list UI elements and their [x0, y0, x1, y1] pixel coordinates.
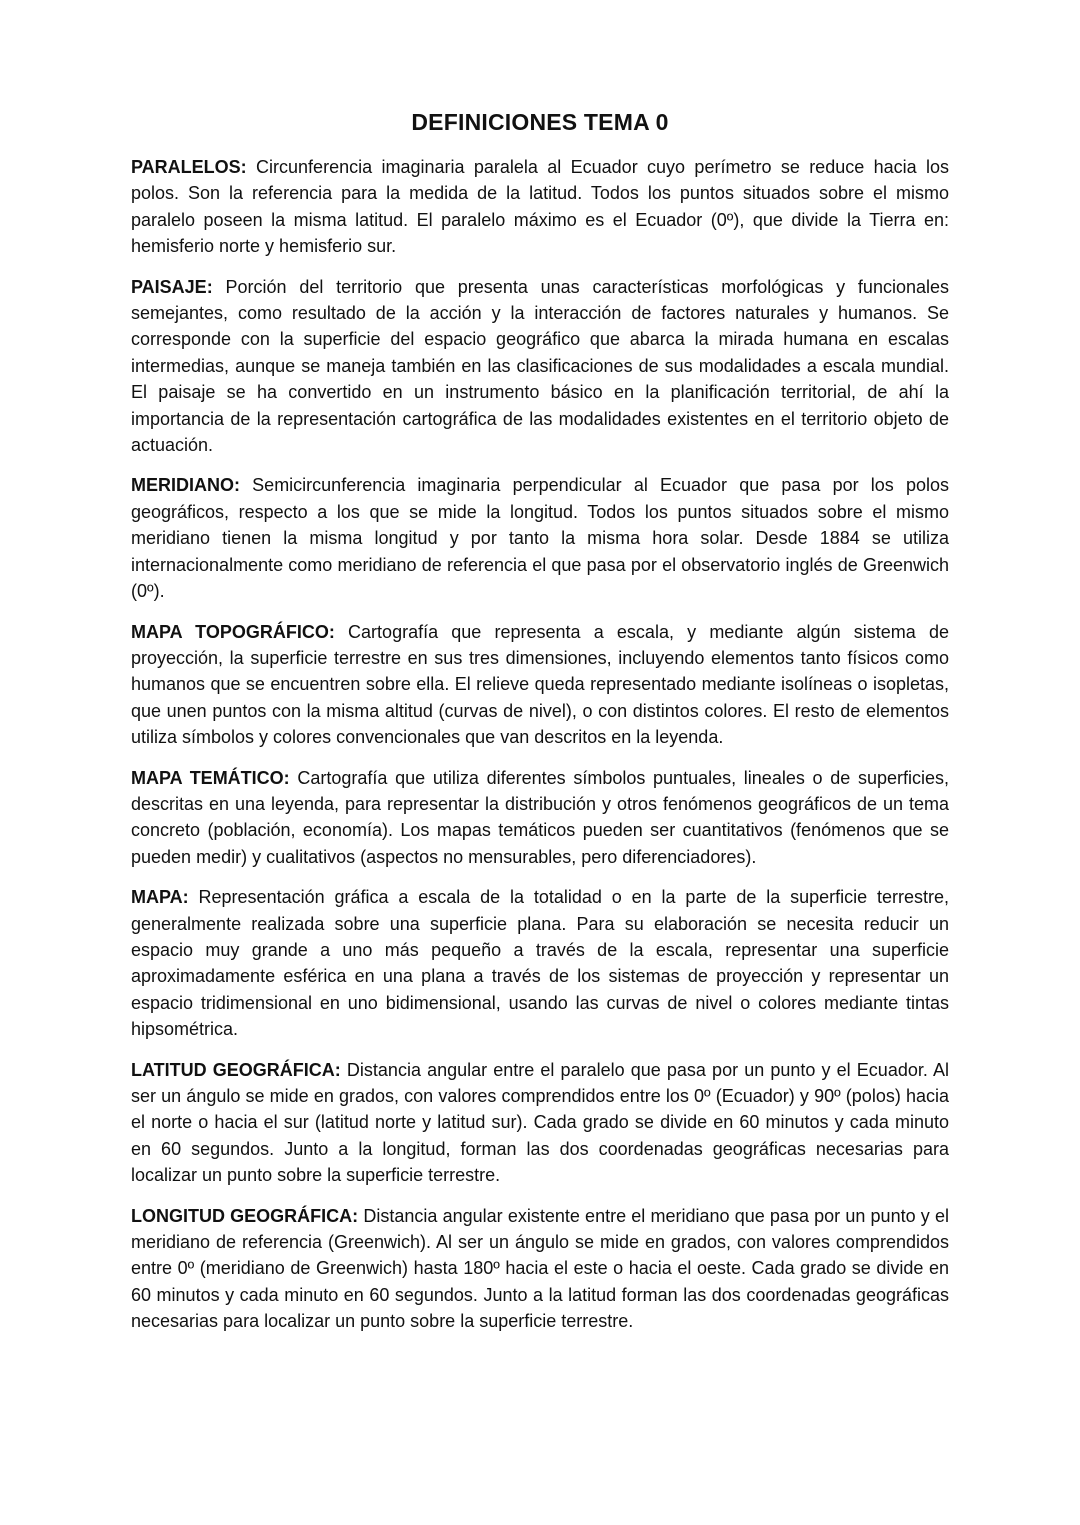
definition-term: MAPA TEMÁTICO:	[131, 767, 290, 788]
definition-text: Cartografía que representa a escala, y mediante algún sistema de proyección, la superficie terrestre en sus tres dimensiones, incluyendo elementos tanto físicos como humanos que se encuentren sobre ella. El relieve queda representado mediante isolíneas o isopletas, que unen puntos con la misma altitud (curvas de nivel), o con distintos colores. El resto de elementos utiliza símbolos y colores convencionales que van descritos en la leyenda.	[131, 621, 949, 748]
definition-text: Cartografía que utiliza diferentes símbolos puntuales, lineales o de superficies, descritas en una leyenda, para representar la distribución y otros fenómenos geográficos de un tema concreto (población, economía). Los mapas temáticos pueden ser cuantitativos (fenómenos que se pueden medir) y cualitativos (aspectos no mensurables, pero diferenciadores).	[131, 767, 949, 867]
document-title: DEFINICIONES TEMA 0	[411, 109, 669, 135]
definition-term: PARALELOS:	[131, 157, 247, 177]
definition-meridiano	[131, 472, 949, 604]
definition-latitud-geografica	[131, 1057, 949, 1189]
definition-term: PAISAJE:	[131, 276, 213, 297]
definition-term: MAPA:	[131, 887, 189, 908]
document-page	[131, 104, 949, 1349]
definition-paralelos	[131, 154, 949, 260]
definition-term: MAPA TOPOGRÁFICO:	[131, 621, 335, 642]
definition-longitud-geografica	[131, 1203, 949, 1335]
definition-mapa-tematico	[131, 765, 949, 871]
definition-term: LONGITUD GEOGRÁFICA:	[131, 1205, 359, 1226]
definition-text: Distancia angular existente entre el meridiano que pasa por un punto y el meridiano de referencia (Greenwich). Al ser un ángulo se mide en grados, con valores comprendidos entre 0º (meridiano de Greenwich) hasta 180º hacia el este o hacia el oeste. Cada grado se divide en 60 minutos y cada minuto en 60 segundos. Junto a la latitud forman las dos coordenadas geográficas necesarias para localizar un punto sobre la superficie terrestre.	[131, 1205, 949, 1332]
definition-text: Porción del territorio que presenta unas características morfológicas y funcionales semejantes, como resultado de la acción y la interacción de factores naturales y humanos. Se corresponde con la superficie del espacio geográfico que abarca la mirada humana en escalas intermedias, aunque se maneja también en las clasificaciones de sus modalidades a escala mundial. El paisaje se ha convertido en un instrumento básico en la planificación territorial, de ahí la importancia de la representación cartográfica de las modalidades existentes en el territorio objeto de actuación.	[131, 276, 949, 456]
definition-text: Distancia angular entre el paralelo que pasa por un punto y el Ecuador. Al ser un ángulo se mide en grados, con valores comprendidos entre los 0º (Ecuador) y 90º (polos) hacia el norte o hacia el sur (latitud norte y latitud sur). Cada grado se divide en 60 minutos y cada minuto en 60 segundos. Junto a la longitud, forman las dos coordenadas geográficas necesarias para localizar un punto sobre la superficie terrestre.	[131, 1059, 949, 1186]
definition-mapa	[131, 884, 949, 1042]
definition-text: Circunferencia imaginaria paralela al Ecuador cuyo perímetro se reduce hacia los polos. Son la referencia para la medida de la latitud. Todos los puntos situados sobre el mismo paralelo poseen la misma latitud. El paralelo máximo es el Ecuador (0º), que divide la Tierra en: hemisferio norte y hemisferio sur.	[131, 157, 949, 257]
definition-paisaje	[131, 274, 949, 459]
definition-term: MERIDIANO:	[131, 475, 240, 496]
definition-mapa-topografico	[131, 619, 949, 751]
definition-text: Semicircunferencia imaginaria perpendicular al Ecuador que pasa por los polos geográficos, respecto a los que se mide la longitud. Todos los puntos situados sobre el mismo meridiano tienen la misma longitud y por tanto la misma hora solar. Desde 1884 se utiliza internacionalmente como meridiano de referencia el que pasa por el observatorio inglés de Greenwich (0º).	[131, 475, 949, 602]
definition-text: Representación gráfica a escala de la totalidad o en la parte de la superficie terrestre, generalmente realizada sobre una superficie plana. Para su elaboración se necesita reducir un espacio muy grande a uno más pequeño a través de la escala, representar una superficie aproximadamente esférica en una plana a través de los sistemas de proyección y representar un espacio tridimensional en uno bidimensional, usando las curvas de nivel o colores mediante tintas hipsométrica.	[131, 887, 949, 1040]
definition-term: LATITUD GEOGRÁFICA:	[131, 1059, 341, 1080]
